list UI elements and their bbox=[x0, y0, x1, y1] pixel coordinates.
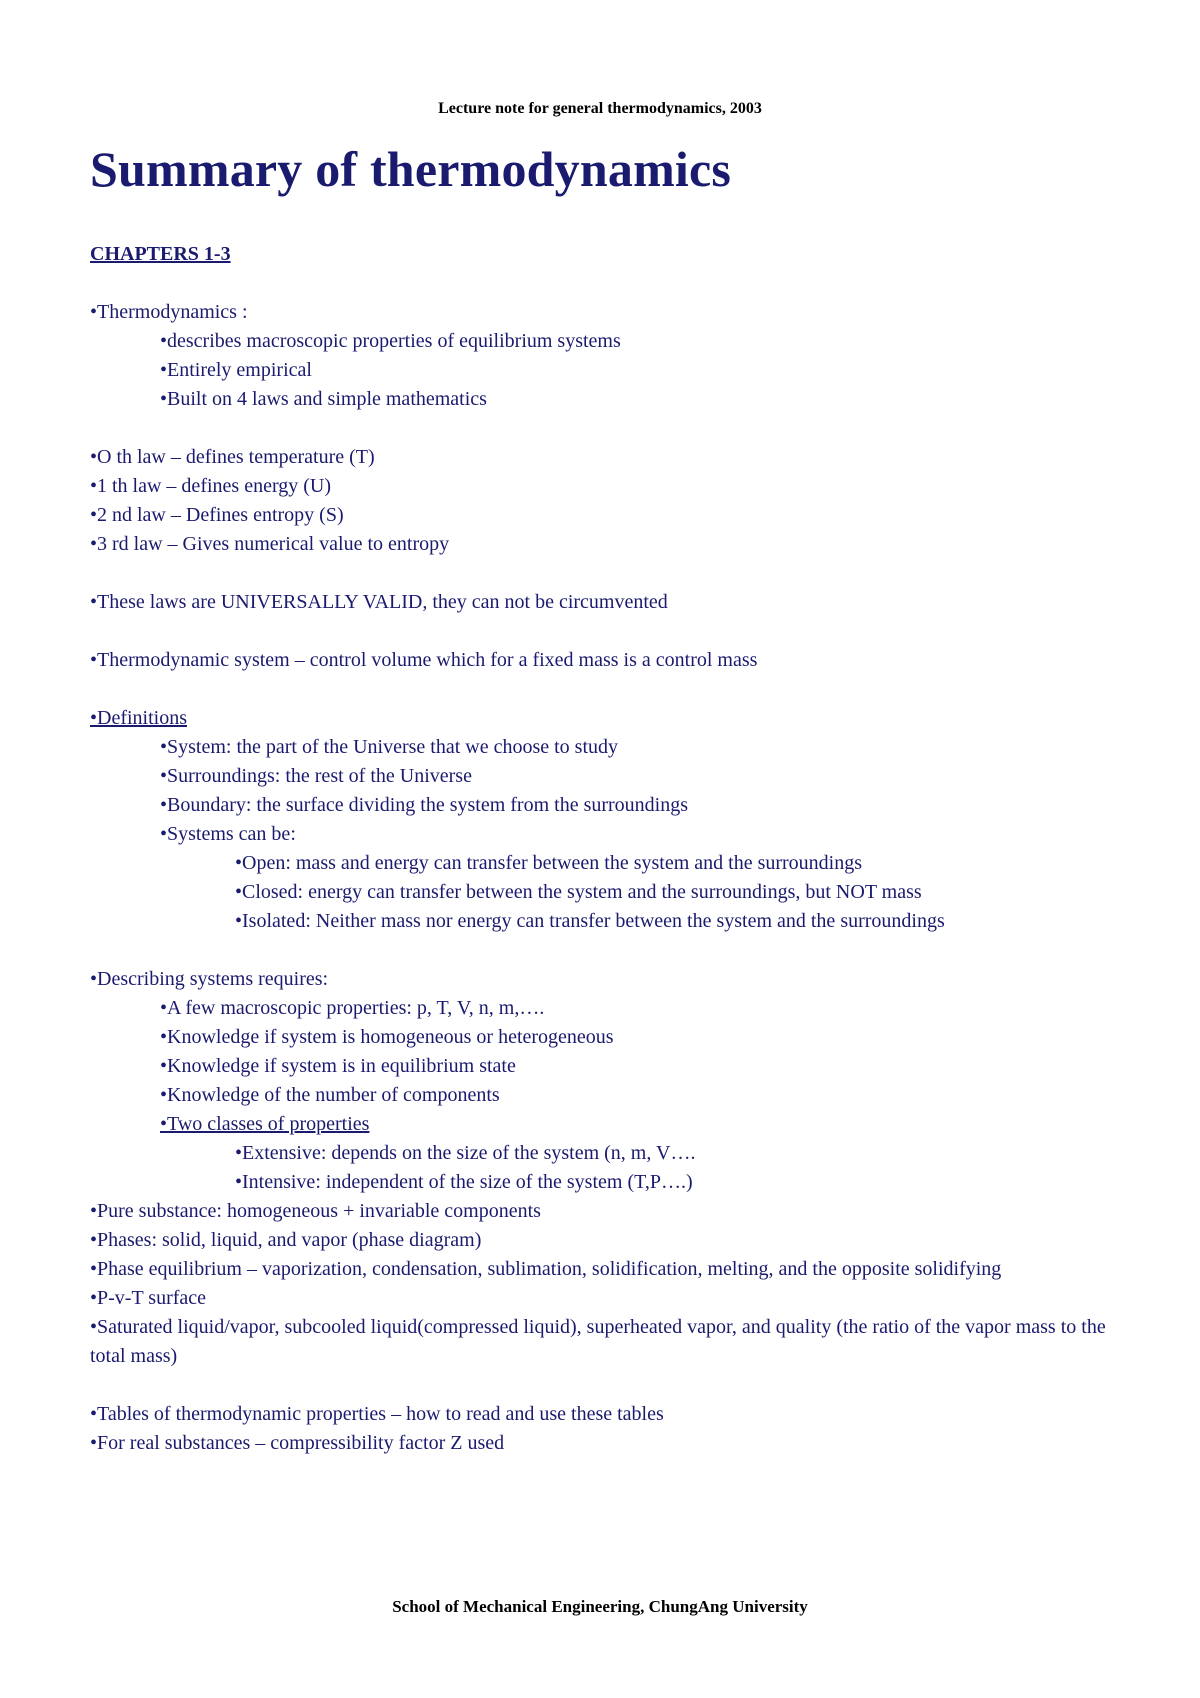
bullet-item: •2 nd law – Defines entropy (S) bbox=[90, 504, 344, 526]
blank-line bbox=[90, 559, 1120, 588]
content-body bbox=[90, 298, 1120, 1458]
bullet-item: •Open: mass and energy can transfer between the system and the surroundings bbox=[235, 852, 863, 874]
chapter-heading: CHAPTERS 1-3 bbox=[90, 243, 231, 265]
bullet-item: •A few macroscopic properties: p, T, V, n, m,…. bbox=[160, 997, 545, 1019]
bullet-item: •3 rd law – Gives numerical value to entropy bbox=[90, 533, 450, 555]
bullet-item: •For real substances – compressibility factor Z used bbox=[90, 1432, 505, 1454]
page-header: Lecture note for general thermodynamics, 2003 bbox=[438, 100, 762, 117]
bullet-item: •Phase equilibrium – vaporization, condensation, sublimation, solidification, melting, and the opposite solidifying bbox=[90, 1258, 1002, 1280]
bullet-item: •Closed: energy can transfer between the system and the surroundings, but NOT mass bbox=[235, 881, 922, 903]
bullet-item: •Thermodynamic system – control volume which for a fixed mass is a control mass bbox=[90, 649, 758, 671]
section-subheading: •Two classes of properties bbox=[160, 1113, 370, 1135]
bullet-item: •Systems can be: bbox=[160, 823, 296, 845]
bullet-item: •Intensive: independent of the size of the system (T,P….) bbox=[235, 1171, 693, 1193]
bullet-item: •Phases: solid, liquid, and vapor (phase diagram) bbox=[90, 1229, 482, 1251]
bullet-item: •Saturated liquid/vapor, subcooled liquid(compressed liquid), superheated vapor, and quality (the ratio of the vapor mass to the total mass) bbox=[90, 1316, 1106, 1367]
bullet-item: •Describing systems requires: bbox=[90, 968, 329, 990]
bullet-item: •Boundary: the surface dividing the system from the surroundings bbox=[160, 794, 689, 816]
bullet-item: •Knowledge if system is in equilibrium state bbox=[160, 1055, 516, 1077]
blank-line bbox=[90, 936, 1120, 965]
bullet-item: •O th law – defines temperature (T) bbox=[90, 446, 375, 468]
blank-line bbox=[90, 675, 1120, 704]
bullet-item: •1 th law – defines energy (U) bbox=[90, 475, 332, 497]
blank-line bbox=[90, 414, 1120, 443]
document-title: Summary of thermodynamics bbox=[90, 141, 732, 197]
page-footer: School of Mechanical Engineering, ChungAng University bbox=[392, 1597, 808, 1616]
bullet-item: •Surroundings: the rest of the Universe bbox=[160, 765, 472, 787]
bullet-item: •Knowledge if system is homogeneous or heterogeneous bbox=[160, 1026, 614, 1048]
blank-line bbox=[90, 617, 1120, 646]
bullet-item: •Built on 4 laws and simple mathematics bbox=[160, 388, 487, 410]
bullet-item: •Isolated: Neither mass nor energy can transfer between the system and the surroundings bbox=[235, 910, 945, 932]
bullet-item: •Thermodynamics : bbox=[90, 301, 248, 323]
bullet-item: •Knowledge of the number of components bbox=[160, 1084, 500, 1106]
bullet-item: •Pure substance: homogeneous + invariable components bbox=[90, 1200, 541, 1222]
bullet-item: •System: the part of the Universe that we choose to study bbox=[160, 736, 619, 758]
bullet-item: •Entirely empirical bbox=[160, 359, 312, 381]
bullet-item: •P-v-T surface bbox=[90, 1287, 207, 1309]
bullet-item: •Tables of thermodynamic properties – how to read and use these tables bbox=[90, 1403, 664, 1425]
bullet-item: •describes macroscopic properties of equilibrium systems bbox=[160, 330, 621, 352]
bullet-item: •These laws are UNIVERSALLY VALID, they can not be circumvented bbox=[90, 591, 668, 613]
section-subheading: •Definitions bbox=[90, 707, 187, 729]
blank-line bbox=[90, 1371, 1120, 1400]
bullet-item: •Extensive: depends on the size of the system (n, m, V…. bbox=[235, 1142, 696, 1164]
